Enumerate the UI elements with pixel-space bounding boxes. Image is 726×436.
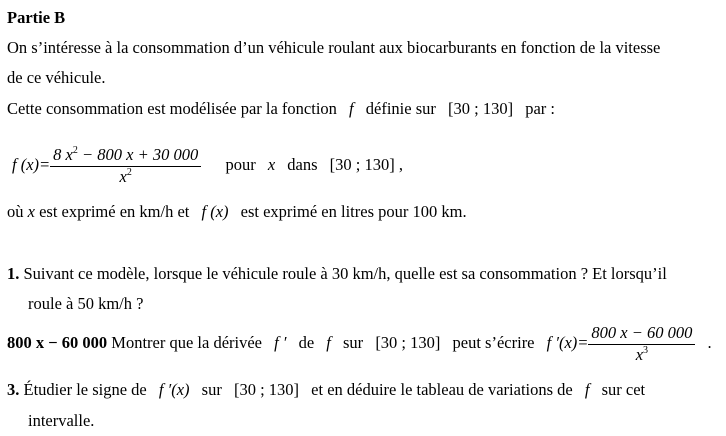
- derivative-fraction: [588, 324, 695, 364]
- question-number: 800 x − 60 000: [7, 333, 108, 352]
- formula-fraction: [50, 146, 201, 186]
- question-1-line-2: roule à 50 km/h ?: [28, 294, 144, 313]
- intro-line-2: de ce véhicule.: [7, 68, 106, 87]
- question-1: 1. Suivant ce modèle, lorsque le véhicule roule à 30 km/h, quelle est sa consommation ? Et lorsqu’il: [7, 264, 667, 283]
- question-2: 800 x − 60 000 Montrer que la dérivée f ′ de f sur [30 ; 130] peut s’écrire f ′(x)= $\frac{800 x - 60 000}{x^3}$ .: [7, 323, 712, 365]
- function-name: f: [349, 99, 354, 118]
- formula-denominator: $x^2$: [119, 167, 132, 187]
- section-title: Partie B: [7, 8, 66, 27]
- intro-line-1: On s’intéresse à la consommation d’un véhicule roulant aux biocarburants en fonction de la vitesse: [7, 38, 661, 57]
- question-3: 3. Étudier le signe de f ′(x) sur [30 ; 130] et en déduire le tableau de variations de f sur cet: [7, 380, 646, 399]
- intro-line-3: Cette consommation est modélisée par la fonction f définie sur [30 ; 130] par :: [7, 99, 555, 118]
- domain-interval: [30 ; 130]: [448, 99, 514, 118]
- function-formula: f (x)= $\frac{8 x^2 - 800 x + 30 000}{x^2}$ pour x dans [30 ; 130] ,: [12, 145, 403, 187]
- units-line: où x est exprimé en km/h et f (x) est exprimé en litres pour 100 km.: [7, 202, 467, 221]
- question-number: 1.: [7, 264, 20, 283]
- derivative-denominator: $x^3$: [635, 345, 649, 365]
- question-3-line-2: intervalle.: [28, 411, 95, 430]
- formula-lhs: f (x)=: [12, 155, 51, 174]
- question-number: 3.: [7, 380, 20, 399]
- formula-interval: [30 ; 130] ,: [329, 155, 403, 174]
- formula-numerator: 8 $x^2 - 800$ x + 30 000: [50, 146, 201, 167]
- derivative-numerator: 800 x − 60 000: [588, 324, 695, 345]
- derivative-lhs: f ′(x)=: [546, 333, 589, 352]
